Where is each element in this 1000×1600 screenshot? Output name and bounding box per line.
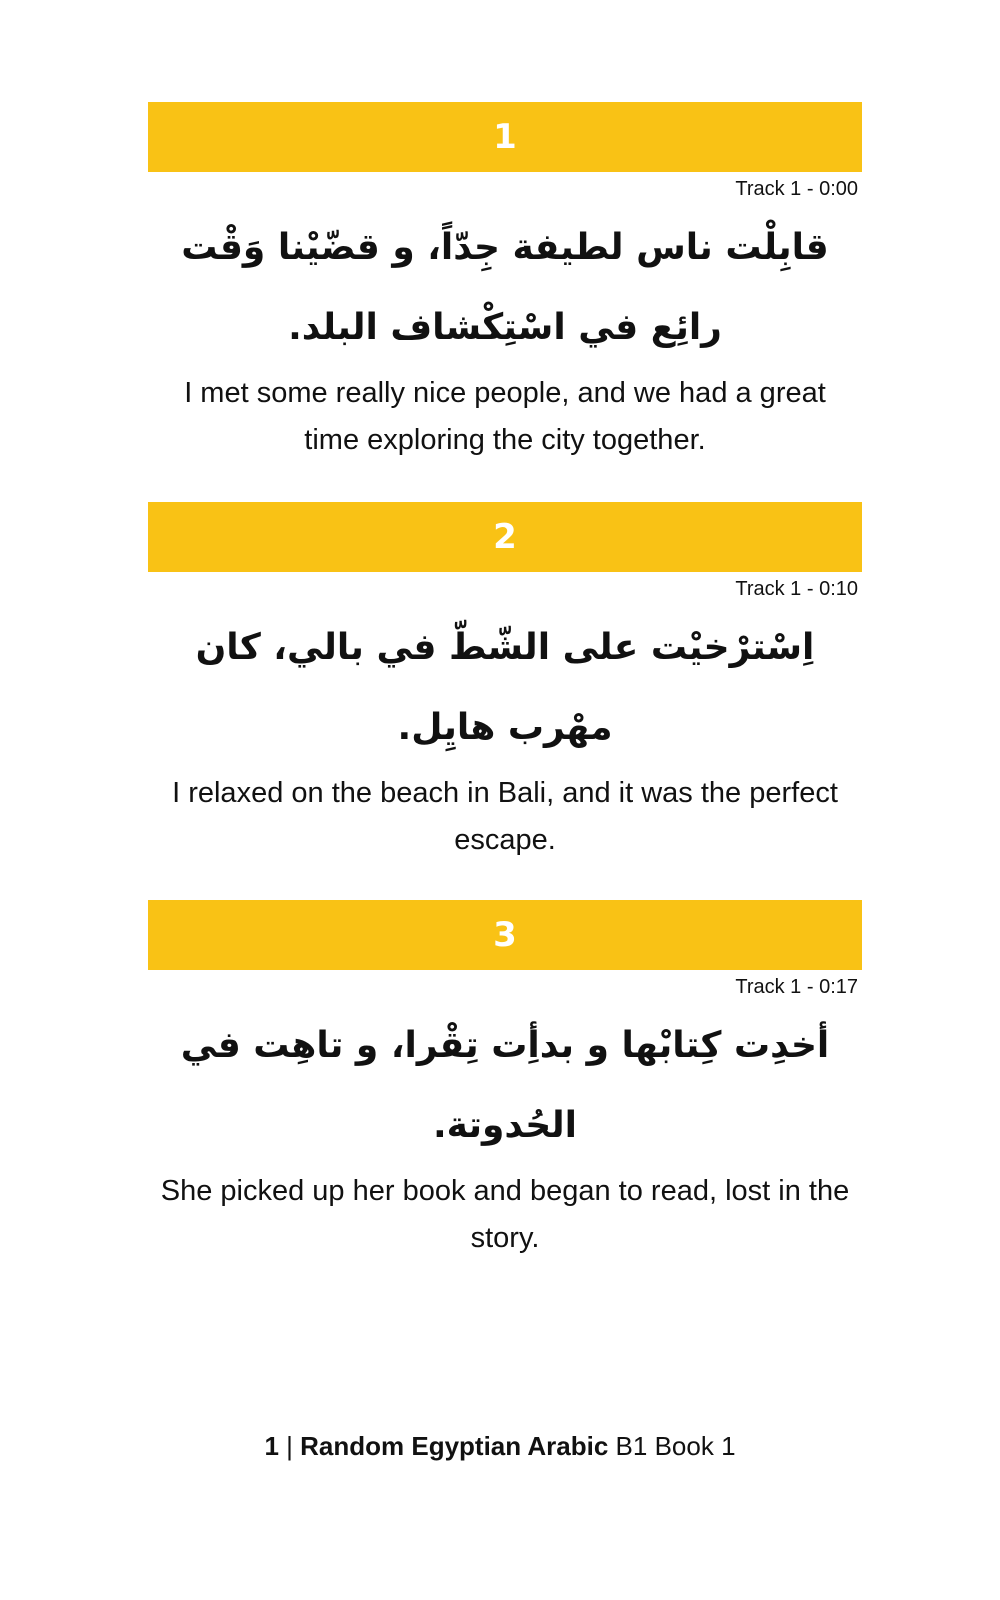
- phrase-section-2: [148, 502, 862, 864]
- section-number: 1: [493, 117, 517, 157]
- english-translation: I met some really nice people, and we had a great time exploring the city together.: [184, 377, 826, 456]
- track-timestamp: Track 1 - 0:17: [735, 976, 858, 998]
- page-footer: [0, 1428, 1000, 1464]
- section-banner: [148, 102, 862, 172]
- arabic-sentence: اِسْترْخيْت على الشّطّ في بالي، كان مهْرب هايِل.: [195, 627, 815, 748]
- english-translation: I relaxed on the beach in Bali, and it was the perfect escape.: [172, 777, 838, 856]
- section-banner: [148, 502, 862, 572]
- track-timestamp: Track 1 - 0:10: [735, 578, 858, 600]
- phrase-section-3: [148, 900, 862, 1262]
- page-content: [148, 102, 862, 1262]
- section-banner: [148, 900, 862, 970]
- book-subtitle: B1 Book 1: [608, 1431, 736, 1461]
- book-title: Random Egyptian Arabic: [300, 1431, 609, 1461]
- english-translation: She picked up her book and began to read, lost in the story.: [160, 1175, 850, 1254]
- page-number: 1: [264, 1431, 279, 1461]
- track-timestamp: Track 1 - 0:00: [735, 178, 858, 200]
- footer-separator: |: [278, 1431, 301, 1461]
- section-number: 3: [493, 915, 517, 955]
- arabic-sentence: أخدِت كِتابْها و بدأِت تِقْرا، و تاهِت في الحُدوتة.: [180, 1025, 830, 1146]
- arabic-sentence: قابِلْت ناس لطيفة جِدّاً، و قضّيْنا وَقْت رائِع في اسْتِكْشاف البلد.: [181, 227, 829, 348]
- phrase-section-1: [148, 102, 862, 464]
- section-number: 2: [493, 517, 517, 557]
